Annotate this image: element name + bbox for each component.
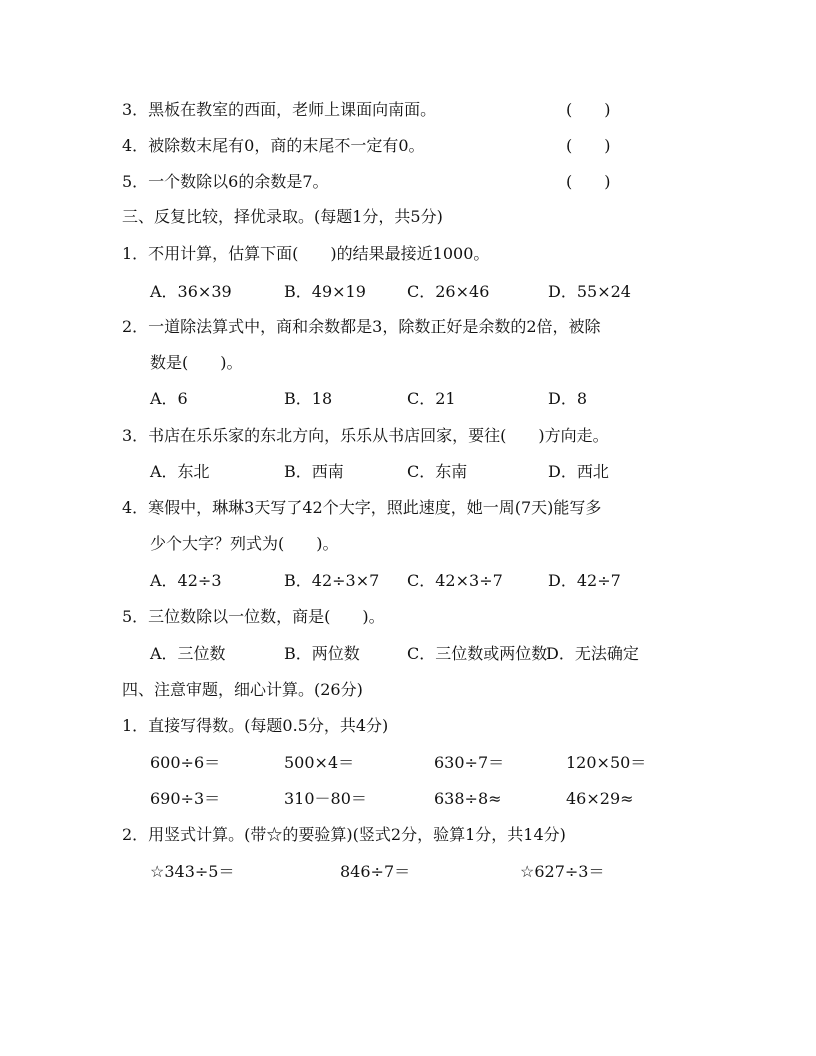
option-b: B．西南 — [284, 462, 344, 481]
option-a: A．42÷3 — [150, 571, 222, 590]
option-d: D．42÷7 — [548, 571, 621, 590]
oral-calc-item: 46×29≈ — [566, 789, 634, 808]
oral-calc-item: 600÷6＝ — [150, 753, 221, 772]
oral-calc-item: 120×50＝ — [566, 753, 647, 772]
option-c: C．东南 — [407, 462, 468, 481]
answer-blank: ( ) — [566, 172, 611, 191]
vertical-calc-item: ☆343÷5＝ — [150, 862, 235, 881]
calc-question-1: 1．直接写得数。(每题0.5分，共4分) — [122, 716, 389, 735]
choice-question-4-line-1: 4．寒假中，琳琳3天写了42个大字，照此速度，她一周(7天)能写多 — [122, 498, 602, 517]
choice-question-3: 3．书店在乐乐家的东北方向，乐乐从书店回家，要往( )方向走。 — [122, 426, 609, 445]
oral-calc-item: 500×4＝ — [284, 753, 355, 772]
choice-question-4-line-2: 少个大字？列式为( )。 — [150, 534, 339, 553]
judge-question-4: 4．被除数末尾有0，商的末尾不一定有0。 — [122, 136, 425, 155]
answer-blank: ( ) — [566, 100, 611, 119]
oral-calc-item: 690÷3＝ — [150, 789, 221, 808]
choice-question-2-line-2: 数是( )。 — [150, 353, 243, 372]
choice-question-5: 5．三位数除以一位数，商是( )。 — [122, 607, 385, 626]
oral-calc-item: 310－80＝ — [284, 789, 367, 808]
option-d: D．8 — [548, 389, 588, 408]
judge-question-5: 5．一个数除以6的余数是7。 — [122, 172, 329, 191]
option-b: B．18 — [284, 389, 333, 408]
vertical-calc-item: ☆627÷3＝ — [520, 862, 605, 881]
option-d: D．西北 — [548, 462, 609, 481]
answer-blank: ( ) — [566, 136, 611, 155]
oral-calc-item: 630÷7＝ — [434, 753, 505, 772]
option-a: A．东北 — [150, 462, 210, 481]
section-3-heading: 三、反复比较，择优录取。(每题1分，共5分) — [122, 207, 443, 226]
option-b: B．49×19 — [284, 282, 366, 301]
choice-question-1: 1．不用计算，估算下面( )的结果最接近1000。 — [122, 244, 490, 263]
option-c: C．三位数或两位数 — [407, 644, 548, 663]
judge-question-3: 3．黑板在教室的西面，老师上课面向南面。 — [122, 100, 437, 119]
section-4-heading: 四、注意审题，细心计算。(26分) — [122, 680, 363, 699]
option-a: A．6 — [150, 389, 188, 408]
oral-calc-item: 638÷8≈ — [434, 789, 502, 808]
option-c: C．26×46 — [407, 282, 490, 301]
option-d: D．55×24 — [548, 282, 631, 301]
option-c: C．42×3÷7 — [407, 571, 503, 590]
option-b: B．两位数 — [284, 644, 360, 663]
calc-question-2: 2．用竖式计算。(带☆的要验算)(竖式2分，验算1分，共14分) — [122, 825, 566, 844]
option-d: D．无法确定 — [546, 644, 639, 663]
option-c: C．21 — [407, 389, 456, 408]
option-a: A．36×39 — [150, 282, 232, 301]
choice-question-2-line-1: 2．一道除法算式中，商和余数都是3，除数正好是余数的2倍，被除 — [122, 317, 601, 336]
option-b: B．42÷3×7 — [284, 571, 380, 590]
vertical-calc-item: 846÷7＝ — [340, 862, 411, 881]
option-a: A．三位数 — [150, 644, 226, 663]
